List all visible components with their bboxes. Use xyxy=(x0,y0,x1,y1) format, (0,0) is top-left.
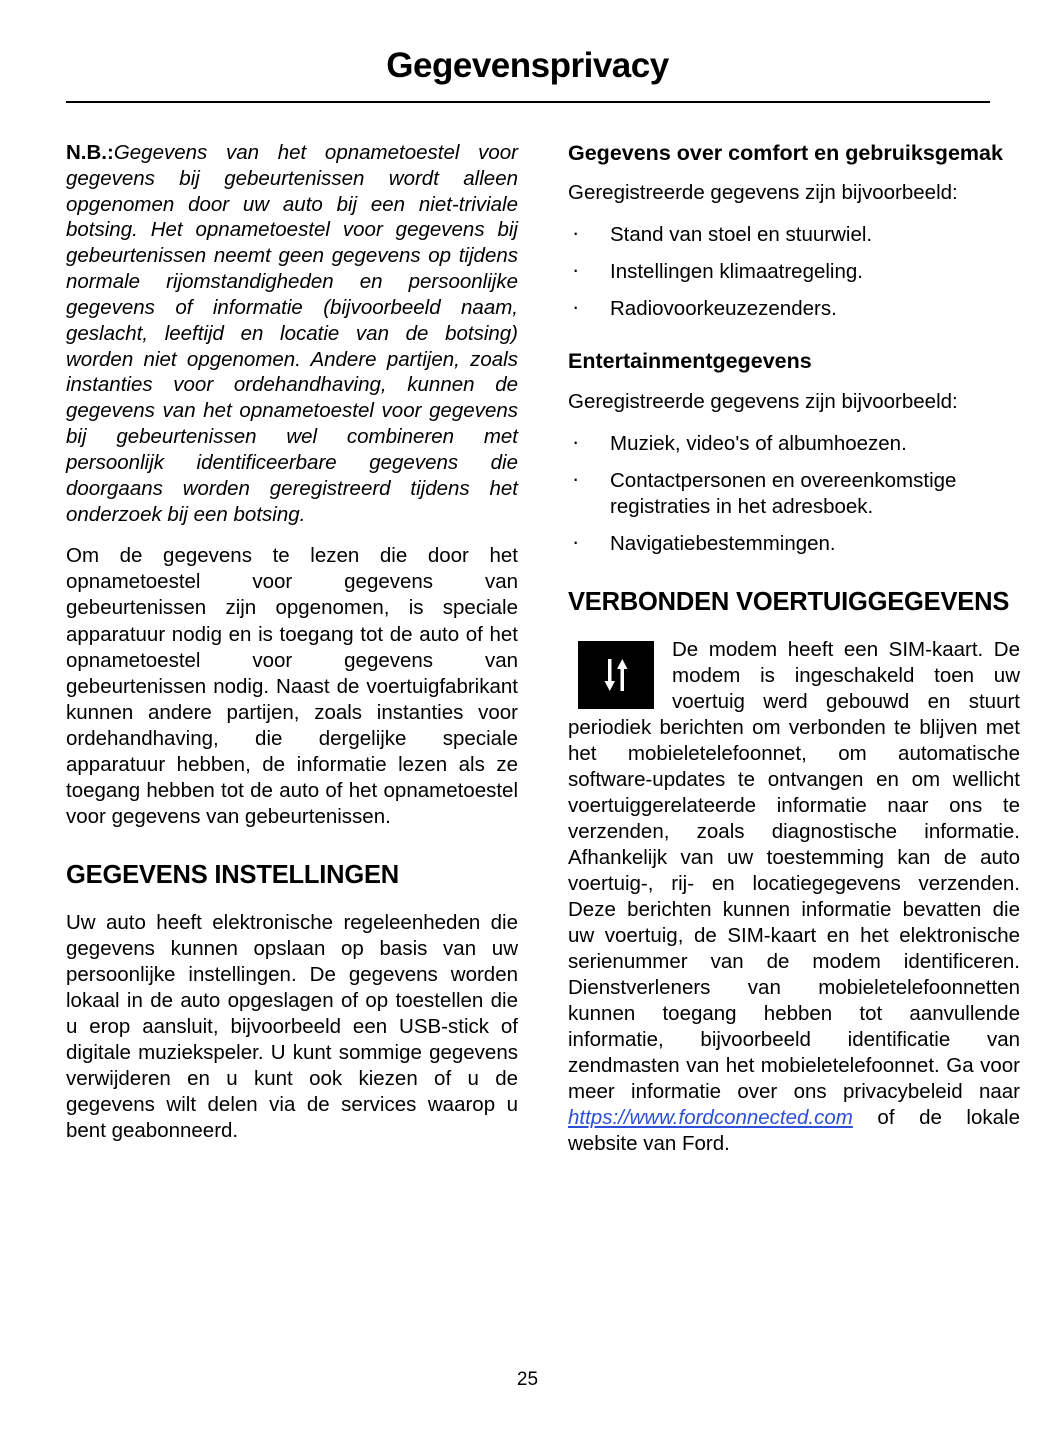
comfort-intro: Geregistreerde gegevens zijn bijvoorbeeld: xyxy=(568,181,958,205)
data-transfer-icon xyxy=(578,641,654,709)
entertainment-list xyxy=(568,431,1020,557)
entertainment-intro: Geregistreerde gegevens zijn bijvoorbeeld: xyxy=(568,389,958,413)
note-label: N.B.: xyxy=(66,141,114,164)
list-item: · Instellingen klimaatregeling. xyxy=(568,259,1020,285)
heading-verbonden-voertuiggegevens: VERBONDEN VOERTUIGGEGEVENS xyxy=(568,587,1010,616)
list-item: · Muziek, video's of albumhoezen. xyxy=(568,431,1020,457)
page-number: 25 xyxy=(516,1369,539,1390)
paragraph-personal-settings: Uw auto heeft elektronische regeleenheden die gegevens kunnen opslaan op basis van uw persoonlijke instellingen. De gegevens worden lokaal in de auto opgeslagen of op toestellen die u erop aansluit, bijvoorbeeld een USB-stick of digitale muziekspeler. U kunt sommige gegevens verwijderen en u kunt ook kiezen of u de gegevens wilt delen via de services waarop u bent geabonneerd. xyxy=(66,910,518,1143)
title-divider xyxy=(66,101,990,103)
heading-gegevens-instellingen: GEGEVENS INSTELLINGEN xyxy=(66,860,400,889)
right-column xyxy=(568,140,1020,1173)
connected-text-tail: of de lokale website van Ford. xyxy=(568,1106,1020,1156)
heading-comfort-data: Gegevens over comfort en gebruiksgemak xyxy=(568,141,1003,165)
connected-vehicle-paragraph xyxy=(568,637,1020,1158)
list-item: · Stand van stoel en stuurwiel. xyxy=(568,222,1020,248)
comfort-list xyxy=(568,222,1020,322)
connected-text: De modem heeft een SIM-kaart. De modem is ingeschakeld toen uw voertuig werd gebouwd en stuurt periodiek berichten om verbonden te blijven met het mobieletelefoonnet, om automatische software-updates te ontvangen en om wellicht voertuiggerelateerde informatie naar ons te verzenden, zoals diagnostische informatie. Afhankelijk van uw toestemming kan de auto voertuig-, rij- en locatiegegevens verzenden. Deze berichten kunnen informatie bevatten die uw voertuig, de SIM-kaart en het elektronische serienummer van de modem identificeren. Dienstverleners van mobieletelefoonnetten kunnen toegang hebben tot aanvullende informatie, bijvoorbeeld identificatie van zendmasten van het mobieletelefoonnet. Ga voor meer informatie over ons privacybeleid naar xyxy=(568,637,1020,1104)
left-column xyxy=(66,140,518,1160)
paragraph-event-data-reader: Om de gegevens te lezen die door het opnametoestel voor gegevens van gebeurtenissen zijn opgenomen, is speciale apparatuur nodig en is toegang tot de auto of het opnametoestel voor gegevens van gebeurtenissen nodig. Naast de voertuigfabrikant kunnen andere partijen, zoals instanties voor ordehandhaving, die dergelijke speciale apparatuur hebben, de informatie lezen als ze toegang hebben tot de auto of het opnametoestel voor gegevens van gebeurtenissen. xyxy=(66,544,518,828)
heading-entertainment-data: Entertainmentgegevens xyxy=(568,349,812,374)
list-item: · Navigatiebestemmingen. xyxy=(568,531,1020,557)
note-paragraph xyxy=(66,140,518,527)
list-item: · Radiovoorkeuzezenders. xyxy=(568,296,1020,322)
fordconnected-link[interactable]: https://www.fordconnected.com xyxy=(568,1106,853,1130)
page-title: Gegevensprivacy xyxy=(386,46,669,85)
note-text: Gegevens van het opnametoestel voor gegevens bij gebeurtenissen wordt alleen opgenomen door uw auto bij een niet-triviale botsing. Het opnametoestel voor gegevens bij gebeurtenissen neemt geen gegevens op tijdens normale rijomstandigheden en persoonlijke gegevens of informatie (bijvoorbeeld naam, geslacht, leeftijd en locatie van de botsing) worden niet opgenomen. Andere partijen, zoals instanties voor ordehandhaving, kunnen de gegevens van het opnametoestel voor gegevens bij gebeurtenissen wel combineren met persoonlijk identificeerbare gegevens die doorgaans worden geregistreerd tijdens het onderzoek bij een botsing. xyxy=(66,141,518,526)
list-item: · Contactpersonen en overeenkomstige registraties in het adresboek. xyxy=(568,468,1020,520)
